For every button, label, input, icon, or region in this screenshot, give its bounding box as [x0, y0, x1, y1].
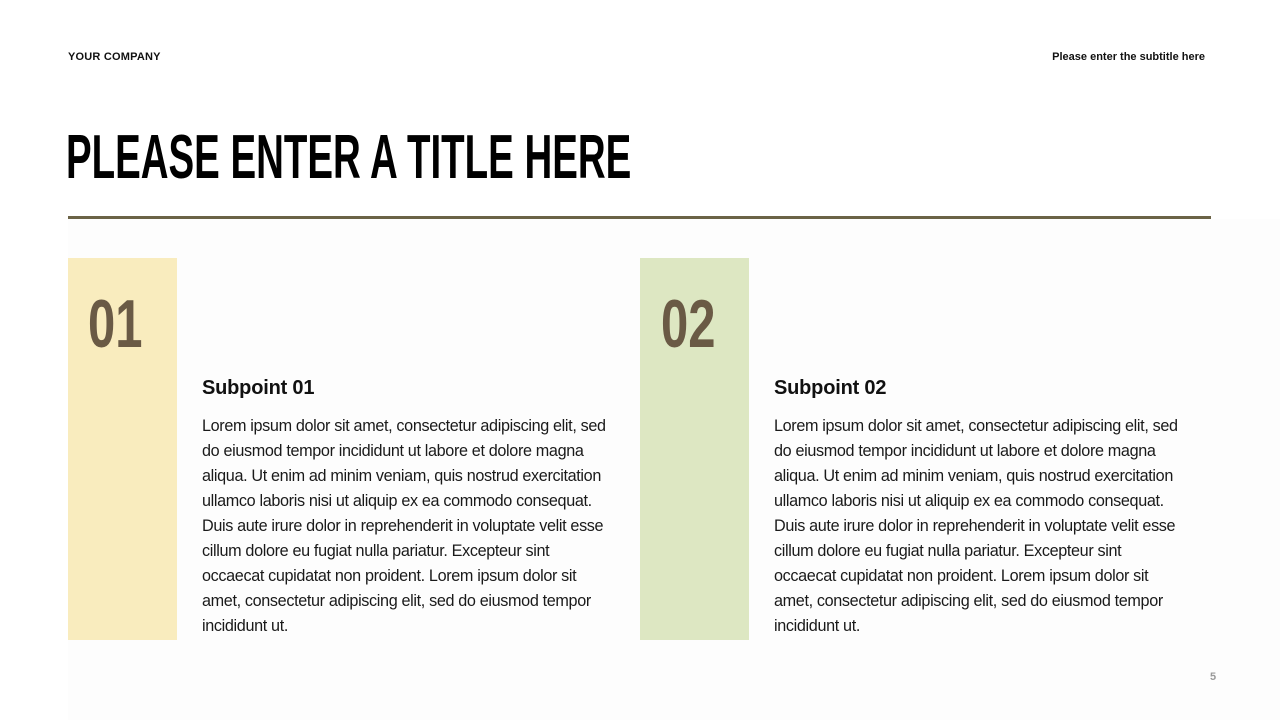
subpoint-2-body: Lorem ipsum dolor sit amet, consectetur adipiscing elit, sed do eiusmod tempor incididunt ut labore et dolore magna aliqua. Ut enim ad minim veniam, quis nostrud exercitation ullamco laboris nisi ut aliquip ex ea commodo consequat. Duis aute irure dolor in reprehenderit in voluptate velit esse cillum dolore eu fugiat nulla pariatur. Excepteur sint occaecat cupidatat non proident. Lorem ipsum dolor sit amet, consectetur adipiscing elit, sed do eiusmod tempor incididunt ut. [774, 417, 1178, 635]
subpoint-1-number: 01 [88, 286, 143, 362]
subpoint-1-title: Subpoint 01 [202, 377, 315, 399]
page-number: 5 [1210, 671, 1217, 683]
title-divider [68, 216, 1211, 219]
company-name: YOUR COMPANY [68, 51, 161, 63]
subpoint-1-body: Lorem ipsum dolor sit amet, consectetur adipiscing elit, sed do eiusmod tempor incididunt ut labore et dolore magna aliqua. Ut enim ad minim veniam, quis nostrud exercitation ullamco laboris nisi ut aliquip ex ea commodo consequat. Duis aute irure dolor in reprehenderit in voluptate velit esse cillum dolore eu fugiat nulla pariatur. Excepteur sint occaecat cupidatat non proident. Lorem ipsum dolor sit amet, consectetur adipiscing elit, sed do eiusmod tempor incididunt ut. [202, 417, 606, 635]
slide-title: PLEASE ENTER A TITLE HERE [66, 123, 632, 192]
subpoint-2-title: Subpoint 02 [774, 377, 887, 399]
subpoint-2-number: 02 [661, 286, 716, 362]
slide-subtitle: Please enter the subtitle here [1052, 51, 1205, 63]
